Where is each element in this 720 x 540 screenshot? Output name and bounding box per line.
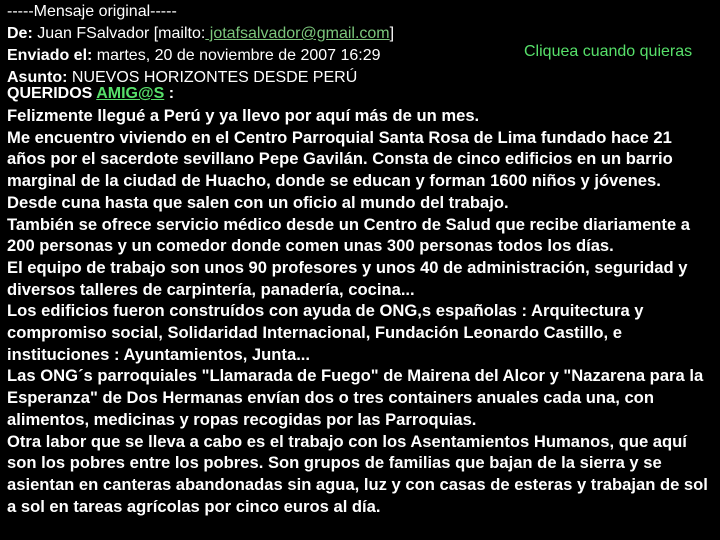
paragraph: Otra labor que se lleva a cabo es el trabajo con los Asentamientos Humanos, que aquí son los pobres entre los pobres. Son grupos de familias que bajan de la sierra y se asientan en canteras abandonadas sin agua, luz y con casas de esteras y trabajan de sol a sol en tareas agrícolas por cinco euros al día. (7, 431, 708, 516)
subject-label: Asunto: (7, 69, 68, 86)
paragraph: Me encuentro viviendo en el Centro Parroquial Santa Rosa de Lima fundado hace 21 años por el sacerdote sevillano Pepe Gavilán. Consta de cinco edificios en un barrio marginal de la ciudad de Huacho, donde se educan y forman 1600 niños y jóvenes. Desde cuna hasta que salen con un oficio al mundo del trabajo. (7, 127, 673, 212)
paragraph: Las ONG´s parroquiales "Llamarada de Fuego" de Mairena del Alcor y "Nazarena para la Esperanza" de Dos Hermanas envían dos o tres containers anuales cada una, con alimentos, medicinas y ropas recogidas por las Parroquias. (7, 366, 704, 429)
from-email-link[interactable]: jotafsalvador@gmail.com (205, 25, 390, 42)
from-close: ] (389, 25, 395, 42)
amigos-link[interactable]: AMIG@S (96, 85, 165, 102)
subject-value: NUEVOS HORIZONTES DESDE PERÚ (67, 69, 358, 86)
greeting (7, 83, 174, 105)
from-row (7, 23, 707, 45)
from-label: De: (7, 25, 33, 42)
paragraph: Felizmente llegué a Perú y ya llevo por aquí más de un mes. (7, 106, 480, 125)
paragraph: El equipo de trabajo son unos 90 profesores y unos 40 de administración, seguridad y diversos talleres de carpintería, panadería, cocina... (7, 257, 688, 299)
click-hint[interactable]: Cliquea cuando quieras (524, 43, 693, 60)
sent-value: martes, 20 de noviembre de 2007 16:29 (92, 47, 381, 64)
message-body (7, 105, 713, 517)
from-name: Juan FSalvador [mailto: (32, 25, 206, 42)
greeting-suffix: : (164, 85, 175, 102)
paragraph: Los edificios fueron construídos con ayuda de ONG,s españolas : Arquitectura y compromiso social, Solidaridad Internacional, Fundación Leonardo Castillo, e instituciones : Ayuntamientos, Junta... (7, 301, 644, 364)
sent-label: Enviado el: (7, 47, 93, 64)
paragraph: También se ofrece servicio médico desde un Centro de Salud que recibe diariamente a 200 personas y un comedor donde comen unas 300 personas todos los días. (7, 214, 691, 256)
greeting-prefix: QUERIDOS (7, 85, 97, 102)
original-message-marker: -----Mensaje original----- (7, 3, 177, 20)
